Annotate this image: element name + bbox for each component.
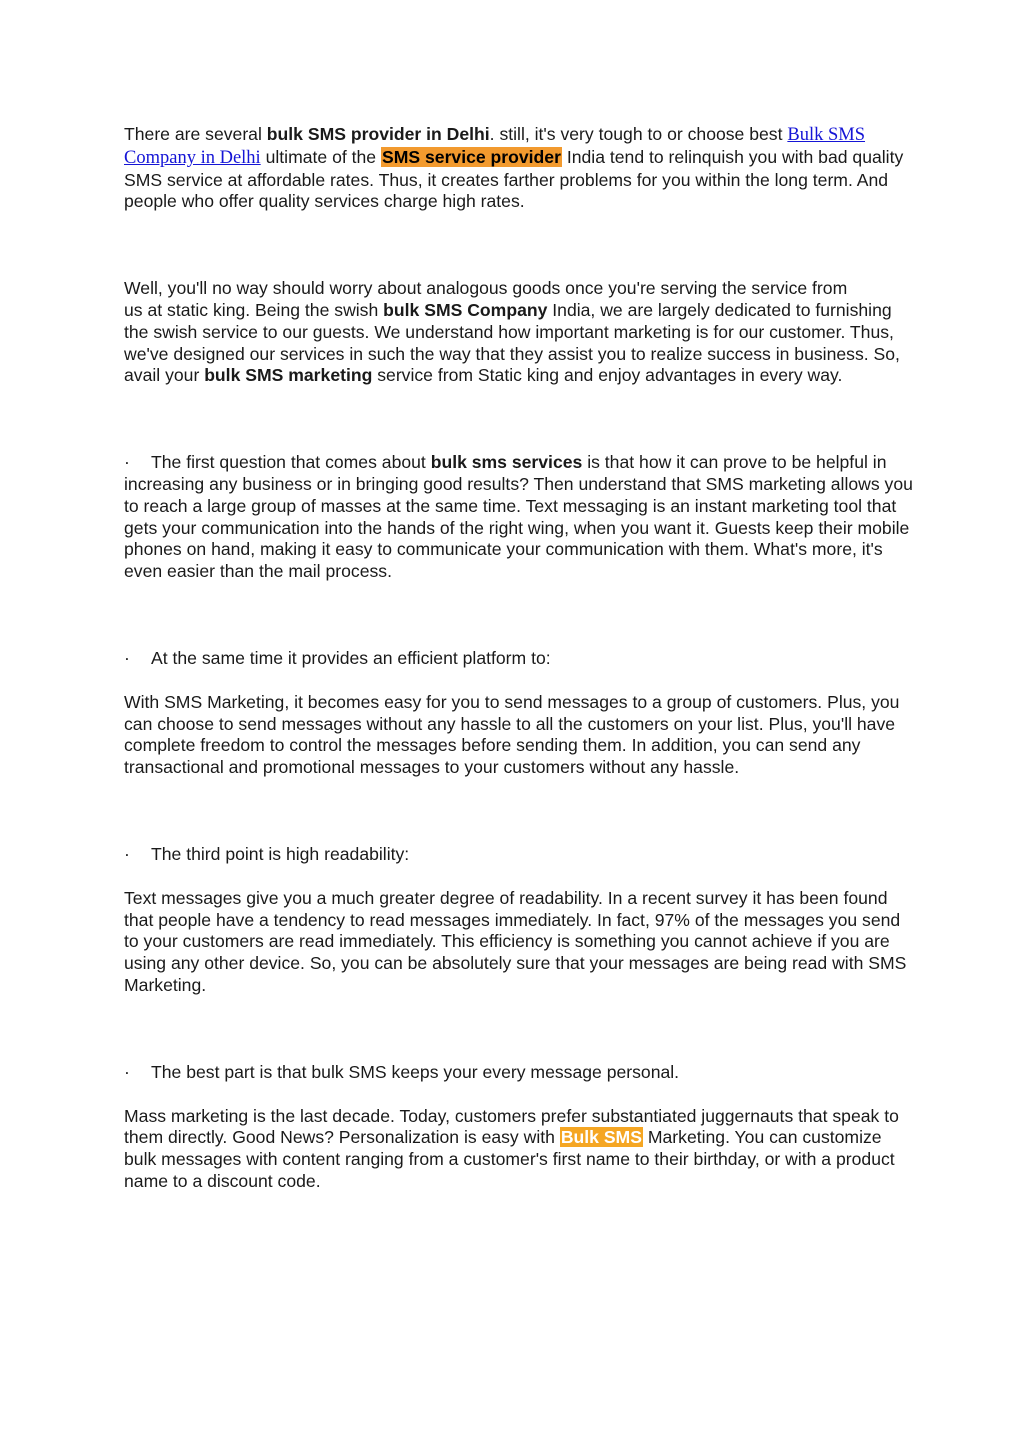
text: Well, you'll no way should worry about analogous goods once you're serving the service from bbox=[124, 278, 848, 299]
bold-phrase: bulk SMS marketing bbox=[204, 365, 373, 386]
bullet-icon: · bbox=[124, 647, 130, 668]
text: There are several bbox=[124, 124, 267, 144]
text: India, we are largely dedicated to furnishing the swish service to our guests. We understand how important marketing is for our customer. Thus, we've designed our services in such the way that they assist you to realize success in business. So, avail your bbox=[124, 299, 900, 386]
section-3-body: Text messages give you a much greater degree of readability. In a recent survey it has been found that people have a tendency to read messages immediately. In fact, 97% of the messages you send to your customers are read immediately. This efficiency is something you cannot achieve if you are using any other device. So, you can be absolutely sure that your messages are being read with SMS Marketing. bbox=[124, 887, 907, 995]
bullet-icon: · bbox=[124, 843, 130, 864]
service-paragraph bbox=[124, 278, 914, 387]
text: ultimate of the bbox=[260, 146, 381, 167]
bullet-section-1 bbox=[124, 452, 914, 583]
bulk-sms-company-link[interactable]: Bulk SMS Company in Delhi bbox=[124, 125, 866, 168]
bullet-icon: · bbox=[124, 452, 130, 473]
highlighted-phrase: SMS service provider bbox=[381, 146, 561, 167]
text: us at static king. Being the swish bbox=[124, 299, 384, 320]
bullet-heading-2 bbox=[124, 648, 914, 670]
bullet-icon: · bbox=[124, 1061, 130, 1082]
text: The first question that comes about bbox=[151, 452, 431, 473]
bullet-heading-text: The third point is high readability: bbox=[151, 843, 410, 864]
text: . still, it's very tough to or choose best bbox=[489, 124, 788, 144]
bullet-heading-3 bbox=[124, 844, 914, 866]
bullet-heading-text: The best part is that bulk SMS keeps your every message personal. bbox=[151, 1061, 680, 1082]
intro-paragraph bbox=[124, 124, 914, 213]
bold-phrase: bulk sms services bbox=[430, 452, 583, 473]
text: India tend to relinquish you with bad quality SMS service at affordable rates. Thus, it creates farther problems for you within the long term. And people who offer quality services charge high rates. bbox=[124, 146, 904, 212]
text: Mass marketing is the last decade. Today, customers prefer substantiated juggernauts that speak to them directly. Good News? Personalization is easy with bbox=[124, 1105, 899, 1148]
bold-phrase: bulk SMS Company bbox=[383, 299, 548, 320]
section-4-body bbox=[124, 1106, 914, 1193]
bullet-heading-text: At the same time it provides an efficient platform to: bbox=[151, 647, 551, 668]
bold-phrase: bulk SMS provider in Delhi bbox=[266, 124, 490, 144]
section-2-body: With SMS Marketing, it becomes easy for you to send messages to a group of customers. Plus, you can choose to send messages without any hassle to all the customers on your list. Plus, you'll have complete freedom to control the messages before sending them. In addition, you can send any transactional and promotional messages to your customers without any hassle. bbox=[124, 691, 900, 778]
document-page bbox=[124, 124, 914, 1193]
text: Marketing. You can customize bulk messages with content ranging from a customer's first name to their birthday, or with a product name to a discount code. bbox=[124, 1127, 895, 1191]
text: service from Static king and enjoy advantages in every way. bbox=[372, 365, 843, 386]
highlighted-phrase: Bulk SMS bbox=[560, 1127, 642, 1148]
text: is that how it can prove to be helpful in increasing any business or in bringing good results? Then understand that SMS marketing allows you to reach a large group of masses at the same time. Text messaging is an instant marketing tool that gets your communication into the hands of the right wing, when you want it. Guests keep their mobile phones on hand, making it easy to communicate your communication with them. What's more, it's even easier than the mail process. bbox=[124, 452, 913, 582]
bullet-heading-4 bbox=[124, 1062, 914, 1084]
